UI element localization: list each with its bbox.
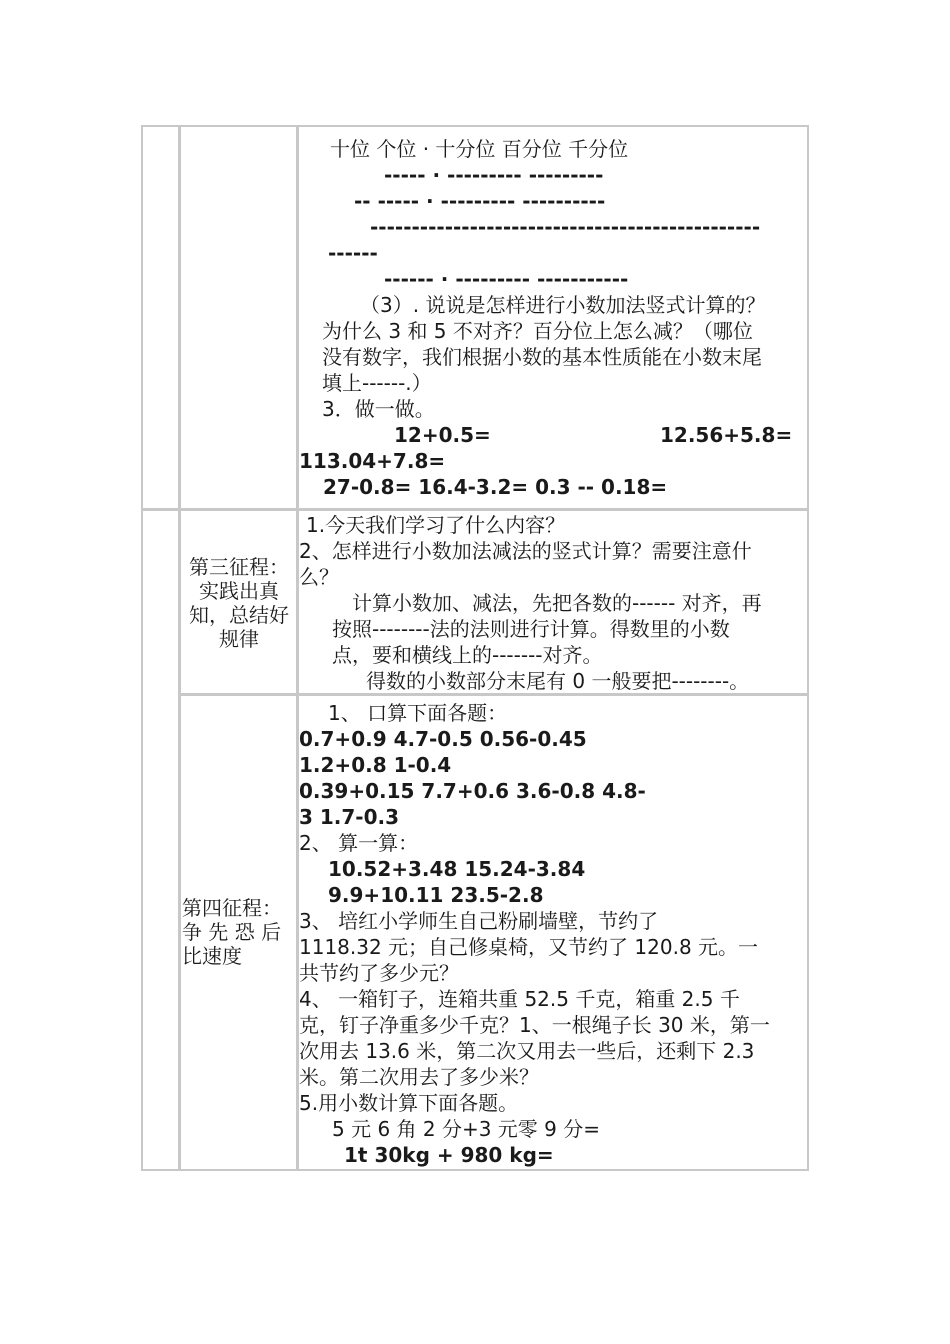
exercise-line: 2、 算一算： — [299, 831, 419, 855]
question-3-line: 没有数字，我们根据小数的基本性质能在小数末尾 — [322, 345, 762, 369]
exercise-line: 1、 口算下面各题： — [328, 701, 508, 725]
summary-line: 按照--------法的法则进行计算。得数里的小数 — [332, 617, 730, 641]
exercise-line: 0.7+0.9 4.7-0.5 0.56-0.45 — [299, 727, 587, 751]
stage-4-label: 第四征程： 争 先 恐 后 比速度 — [182, 896, 282, 968]
calc-item: 113.04+7.8= — [299, 449, 446, 473]
exercise-line: 共节约了多少元？ — [299, 961, 459, 985]
summary-line: 点，要和横线上的-------对齐。 — [332, 643, 603, 667]
summary-line: 得数的小数部分末尾有 0 一般要把--------。 — [366, 669, 750, 693]
exercise-line: 5 元 6 角 2 分+3 元零 9 分= — [332, 1117, 600, 1141]
exercise-line: 1t 30kg + 980 kg= — [344, 1143, 554, 1167]
exercise-line: 次用去 13.6 米，第二次又用去一些后，还剩下 2.3 — [299, 1039, 755, 1063]
dash-line: ------ — [328, 241, 378, 265]
stage-3-label: 第三征程： 实践出真 知，总结好 规律 — [189, 555, 289, 651]
dash-line: ------ · --------- ----------- — [384, 267, 629, 291]
exercise-line: 5.用小数计算下面各题。 — [299, 1091, 519, 1115]
question-3-line: 填上------.） — [322, 371, 432, 395]
question-3-line: 为什么 3 和 5 不对齐？百分位上怎么减？（哪位 — [322, 319, 753, 343]
dash-line: -- ----- · --------- ---------- — [354, 189, 606, 213]
exercise-line: 10.52+3.48 15.24-3.84 — [328, 857, 586, 881]
exercise-line: 9.9+10.11 23.5-2.8 — [328, 883, 544, 907]
exercise-line: 米。第二次用去了多少米？ — [299, 1065, 539, 1089]
exercise-line: 克，钉子净重多少千克？1、一根绳子长 30 米，第一 — [299, 1013, 770, 1037]
exercise-line: 1118.32 元；自己修桌椅，又节约了 120.8 元。一 — [299, 935, 759, 959]
column-divider — [178, 127, 181, 1169]
calc-item: 12+0.5= — [394, 423, 491, 447]
summary-line: 1.今天我们学习了什么内容？ — [306, 513, 566, 537]
dash-line: ----------------------------------------------- — [370, 215, 761, 239]
exercise-line: 4、 一箱钉子，连箱共重 52.5 千克，箱重 2.5 千 — [299, 987, 740, 1011]
summary-line: 计算小数加、减法，先把各数的------ 对齐，再 — [352, 591, 762, 615]
practice-heading: 3．做一做。 — [322, 397, 435, 421]
summary-line: 2、怎样进行小数加法减法的竖式计算？需要注意什 — [299, 539, 752, 563]
summary-line: 么？ — [299, 565, 339, 589]
place-value-header: 十位 个位 · 十分位 百分位 千分位 — [330, 137, 629, 161]
exercise-line: 1.2+0.8 1-0.4 — [299, 753, 452, 777]
exercise-line: 0.39+0.15 7.7+0.6 3.6-0.8 4.8- — [299, 779, 646, 803]
exercise-line: 3 1.7-0.3 — [299, 805, 400, 829]
exercise-line: 3、 培红小学师生自己粉刷墙壁，节约了 — [299, 909, 659, 933]
calc-item: 27-0.8= 16.4-3.2= 0.3 -- 0.18= — [323, 475, 668, 499]
row-divider — [143, 508, 807, 511]
dash-line: ----- · --------- --------- — [384, 163, 604, 187]
question-3-line: （3）. 说说是怎样进行小数加法竖式计算的？ — [360, 293, 766, 317]
calc-item: 12.56+5.8= — [660, 423, 793, 447]
